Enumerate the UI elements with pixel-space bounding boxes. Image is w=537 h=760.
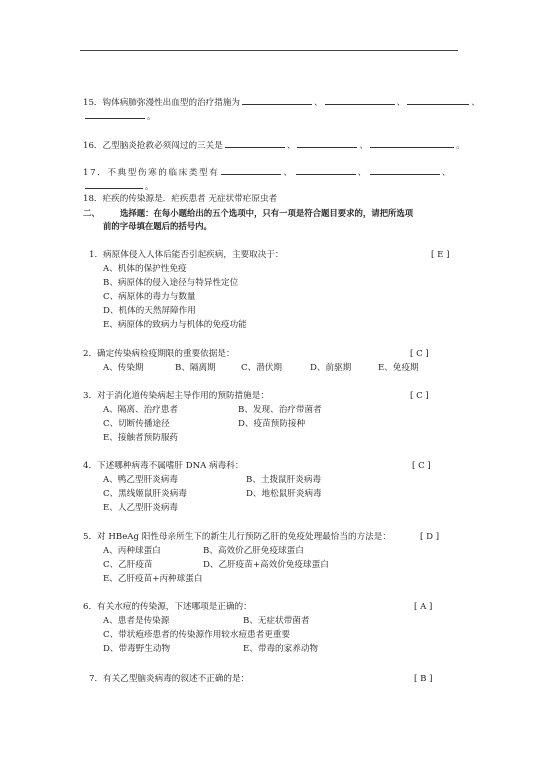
option-c[interactable]: C、切断传播途径	[103, 419, 170, 429]
question-4-stem: 4．下述哪种病毒不属嗜肝 DNA 病毒科：	[83, 461, 244, 471]
question-3-answer: [ C ]	[410, 391, 429, 401]
question-6-stem: 6．有关水痘的传染源，下述哪项是正确的：	[83, 602, 252, 612]
question-17	[83, 166, 452, 179]
option-a[interactable]: A、鸭乙型肝炎病毒	[103, 475, 178, 485]
separator: 、	[283, 168, 294, 178]
separator: 、	[314, 98, 323, 108]
question-6-answer: [ A ]	[414, 602, 433, 612]
question-3-stem: 3．对于消化道传染病起主导作用的预防措施是：	[83, 391, 269, 401]
question-1-stem: 1．病原体侵入人体后能否引起疾病，主要取决于：	[89, 250, 284, 260]
question-1-answer: [ E ]	[431, 250, 450, 260]
separator: 、	[359, 141, 369, 151]
option-e[interactable]: E、带毒的家养动物	[243, 644, 319, 654]
option-c[interactable]: C、黑线姬鼠肝炎病毒	[103, 489, 187, 499]
blank[interactable]	[297, 139, 357, 148]
option-c[interactable]: C、带状疱疹患者的传染源作用较水痘患者更重要	[103, 630, 291, 640]
question-16	[83, 139, 465, 152]
question-4-answer: [ C ]	[412, 461, 431, 471]
separator: 、	[286, 141, 296, 151]
question-17-text: 17．不典型伤寒的临床类型有	[83, 168, 220, 178]
option-a[interactable]: A、隔离、治疗患者	[103, 405, 178, 415]
question-18: 18．疟疾的传染源是．疟疾患者 无症状带疟原虫者	[83, 194, 278, 204]
option-e[interactable]: E、人乙型肝炎病毒	[103, 503, 179, 513]
question-17-cont	[83, 180, 154, 193]
option-a[interactable]: A、传染期	[103, 363, 144, 373]
option-c[interactable]: C、乙肝疫苗	[103, 560, 153, 570]
option-a[interactable]: A、患者是传染源	[103, 616, 170, 626]
header-rule	[80, 50, 458, 51]
option-b[interactable]: B、土拨鼠肝炎病毒	[246, 475, 322, 485]
option-b[interactable]: B、病原体的侵入途径与特异性定位	[103, 278, 239, 288]
blank[interactable]	[325, 96, 395, 105]
question-5-answer: [ D ]	[420, 532, 440, 542]
question-7-answer: [ B ]	[414, 674, 433, 684]
option-e[interactable]: E、接触者预防服药	[103, 433, 179, 443]
option-b[interactable]: B、发现、治疗带菌者	[238, 405, 322, 415]
question-5-stem: 5．对 HBeAg 阳性母亲所生下的新生儿行预防乙肝的免疫处理最恰当的方法是：	[83, 532, 391, 542]
separator: 、	[357, 168, 368, 178]
option-e[interactable]: E、病原体的致病力与机体的免疫功能	[103, 320, 247, 330]
blank[interactable]	[225, 139, 285, 148]
option-d[interactable]: D、乙肝疫苗+高效价免疫球蛋白	[203, 560, 329, 570]
option-b[interactable]: B、高效价乙肝免疫球蛋白	[203, 546, 304, 556]
option-c[interactable]: C、潜伏期	[241, 363, 282, 373]
end-mark: 。	[147, 112, 156, 122]
blank[interactable]	[407, 96, 469, 105]
option-d[interactable]: D、疫苗预防接种	[238, 419, 306, 429]
blank[interactable]	[370, 166, 440, 175]
separator: 、	[396, 98, 406, 108]
option-d[interactable]: D、前驱期	[310, 363, 352, 373]
question-2-answer: [ C ]	[410, 349, 429, 359]
blank[interactable]	[85, 110, 145, 119]
separator: 、	[441, 168, 453, 178]
option-b[interactable]: B、无症状带菌者	[243, 616, 310, 626]
question-7-stem: 7．有关乙型脑炎病毒的叙述不正确的是：	[89, 674, 250, 684]
section-title: 选择题：在每小题给出的五个选项中，只有一项是符合题目要求的，请把所选项	[120, 208, 414, 218]
option-e[interactable]: E、免疫期	[378, 363, 419, 373]
blank[interactable]	[296, 166, 356, 175]
option-a[interactable]: A、丙种球蛋白	[103, 546, 161, 556]
question-15	[83, 96, 480, 109]
separator: 、	[471, 98, 480, 108]
blank[interactable]	[242, 96, 312, 105]
question-16-text: 16．乙型脑炎抢救必须闯过的三关是	[83, 141, 223, 151]
section-title-cont: 前的字母填在题后的括号内。	[103, 221, 212, 231]
question-15-text: 15．钩体病肺弥漫性出血型的治疗措施为	[83, 98, 241, 108]
option-c[interactable]: C、病原体的毒力与数量	[103, 292, 196, 302]
option-d[interactable]: D、带毒野生动物	[103, 644, 171, 654]
end-mark: 。	[456, 141, 465, 151]
question-15-cont	[83, 110, 156, 123]
section-number: 二、	[83, 208, 100, 218]
blank[interactable]	[370, 139, 454, 148]
option-d[interactable]: D、地松鼠肝炎病毒	[246, 489, 322, 499]
option-b[interactable]: B、隔离期	[175, 363, 216, 373]
blank[interactable]	[85, 180, 143, 189]
blank[interactable]	[221, 166, 281, 175]
option-d[interactable]: D、机体的天然屏障作用	[103, 306, 196, 316]
end-mark: 。	[145, 182, 154, 192]
option-e[interactable]: E、乙肝疫苗+丙种球蛋白	[103, 574, 203, 584]
option-a[interactable]: A、机体的保护性免疫	[103, 264, 187, 274]
question-2-stem: 2．确定传染病检疫期限的重要依据是：	[83, 349, 235, 359]
